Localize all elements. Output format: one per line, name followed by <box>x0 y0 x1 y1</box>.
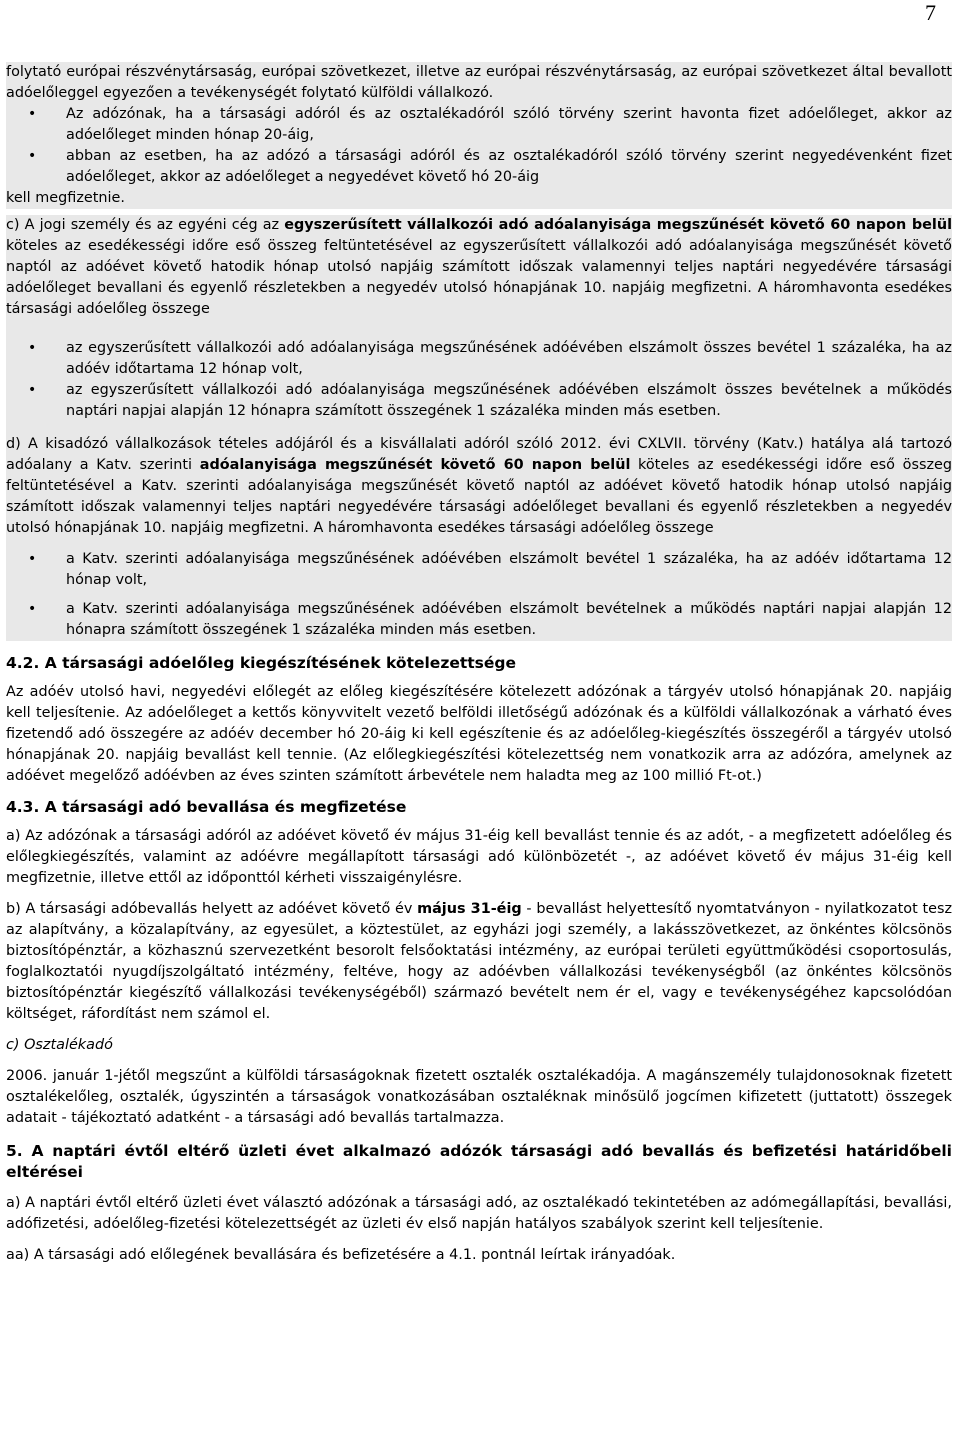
paragraph-d: d) A kisadózó vállalkozások tételes adójáról és a kisvállalati adóról szóló 2012. évi CXLVII. törvény (Katv.) hatálya alá tartozó adóalany a Katv. szerinti adóalanyisága megszűnését követő 60 napon belül köteles az esedékességi időre eső összeg feltüntetésével a Katv. szerinti adóalanyisága megszűnését követő naptól az adóévet követő hatodik hónap utolsó napjáig számított időszak valamennyi teljes naptári negyedévére társasági adóelőleget bevallani és egyenlő részletekben a negyedév utolsó hónapjának 10. napjáig megfizetni. A háromhavonta esedékes társasági adóelőleg összege <box>6 436 952 536</box>
paragraph-4-2: Az adóév utolsó havi, negyedévi előlegét az előleg kiegészítésére kötelezett adózónak a tárgyév utolsó hónapjának 20. napjáig kell teljesítenie. Az adóelőleget a kettős könyvvitelt vezető belföldi illetőségű adózónak és a külföldi vállalkozónak a várható éves fizetendő adó összegére az adóév december hó 20-áig ki kell egészítenie és az adóelőleg-kiegészítés összegéről a tárgyév utolsó hónapjának 20. napjáig bevallást kell tennie. (Az előlegkiegészítési kötelezettség nem vonatkozik arra az adózóra, amelynek az adóévet megelőző adóévben az éves szinten számított árbevétele nem haladta meg az 100 millió Ft-ot.) <box>6 684 952 784</box>
paragraph-2006: 2006. január 1-jétől megszűnt a külföldi társaságoknak fizetett osztalék osztalékadója. A magánszemély tulajdonosoknak fizetett osztalékelőleg, osztalék, úgyszintén a társaságok vonatkozásában osztaléknak minősülő jogcímen kifizetett (juttatott) összegek adatait - tájékoztató adatként - a társasági adó bevallás tartalmazza. <box>6 1068 952 1126</box>
section-heading-5: 5. A naptári évtől eltérő üzleti évet alkalmazó adózók társasági adó bevallás és befizetési határidőbeli eltérései <box>6 1142 952 1181</box>
paragraph-5-a: a) A naptári évtől eltérő üzleti évet választó adózónak a társasági adó, az osztalékadó tekintetében az adómegállapítási, bevallási, adófizetési, adóelőleg-fizetési kötelezettségét az üzleti év első napján hatályos szabályok szerint kell teljesítenie. <box>6 1195 952 1232</box>
list-item: • a Katv. szerinti adóalanyisága megszűnésének adóévében elszámolt bevételnek a működés naptári napjai alapján 12 hónapra számított összegének 1 százaléka minden más esetben. <box>6 599 952 641</box>
ekva-list <box>6 338 952 422</box>
shaded-section-1 <box>6 62 952 209</box>
paragraph-4-3-b: b) A társasági adóbevallás helyett az adóévet követő év május 31-éig - bevallást helyettesítő nyomtatványon - nyilatkozatot tesz az alapítvány, a közalapítvány, az egyesület, a köztestület, az egyházi jogi személy, a lakásszövetkezet, az önkéntes kölcsönös biztosítópénztár, a közhasznú szervezetként besorolt felsőoktatási intézmény, az európai területi együttműködési csoportosulás, foglalkoztatói nyugdíjszolgáltató intézmény, feltéve, hogy az adóévben vállalkozási tevékenységből (az önkéntes kölcsönös biztosítópénztár kiegészítő vállalkozási tevékenységéből) származó bevételt nem ér el, vagy e tevékenységéhez kapcsolódóan költséget, ráfordítást nem számol el. <box>6 901 953 1022</box>
list-item: • az egyszerűsített vállalkozói adó adóalanyisága megszűnésének adóévében elszámolt összes bevételnek a működés naptári napjai alapján 12 hónapra számított összegének 1 százaléka minden más esetben. <box>6 380 952 422</box>
paragraph-5-aa: aa) A társasági adó előlegének bevallására és befizetésére a 4.1. pontnál leírtak irányadóak. <box>6 1247 676 1263</box>
page-number: 7 <box>925 0 936 25</box>
intro-paragraph: folytató európai részvénytársaság, európai szövetkezet, illetve az európai részvénytársaság, az európai szövetkezet által bevallott adóelőleggel egyezően a tevékenységét folytató külföldi vállalkozó. <box>6 64 952 101</box>
kell-megfizetnie-text: kell megfizetnie. <box>6 190 125 206</box>
katv-list <box>6 549 952 641</box>
paragraph-4-3-a: a) Az adózónak a társasági adóról az adóévet követő év május 31-éig kell bevallást tennie és az adót, - a megfizetett adóelőleg és előlegkiegészítés, valamint az adóévre megállapított társasági adó különbözetét -, az adóévet követő év május 31-éig kell megfizetnie, illetve ettől az időponttól kérheti visszaigénylésre. <box>6 828 952 886</box>
deadline-list <box>6 104 952 188</box>
list-item: • az egyszerűsített vállalkozói adó adóalanyisága megszűnésének adóévében elszámolt összes bevétel 1 százaléka, ha az adóév időtartama 12 hónap volt, <box>6 338 952 380</box>
section-heading-4-3: 4.3. A társasági adó bevallása és megfizetése <box>6 798 407 816</box>
shaded-section-2 <box>6 215 952 641</box>
list-item: • abban az esetben, ha az adózó a társasági adóról és az osztalékadóról szóló törvény szerint negyedévenként fizet adóelőleget, akkor az adóelőleget a negyedévet követő hó 20-áig <box>6 146 952 188</box>
osztalekado-subheading: c) Osztalékadó <box>6 1037 113 1053</box>
list-item: • Az adózónak, ha a társasági adóról és az osztalékadóról szóló törvény szerint havonta fizet adóelőleget, akkor az adóelőleget minden hónap 20-áig, <box>6 104 952 146</box>
page-content <box>6 62 952 1266</box>
section-heading-4-2: 4.2. A társasági adóelőleg kiegészítésének kötelezettsége <box>6 654 517 672</box>
paragraph-c: c) A jogi személy és az egyéni cég az egyszerűsített vállalkozói adó adóalanyisága megszűnését követő 60 napon belül köteles az esedékességi időre eső összeg feltüntetésével az egyszerűsített vállalkozói adó adóalanyisága megszűnését követő naptól az adóévet követő hatodik hónap utolsó napjáig számított időszak valamennyi teljes naptári negyedévére társasági adóelőleget bevallani és egyenlő részletekben a negyedév utolsó hónapjának 10. napjáig megfizetni. A háromhavonta esedékes társasági adóelőleg összege <box>6 217 952 317</box>
list-item: • a Katv. szerinti adóalanyisága megszűnésének adóévében elszámolt bevétel 1 százaléka, ha az adóév időtartama 12 hónap volt, <box>6 549 952 591</box>
